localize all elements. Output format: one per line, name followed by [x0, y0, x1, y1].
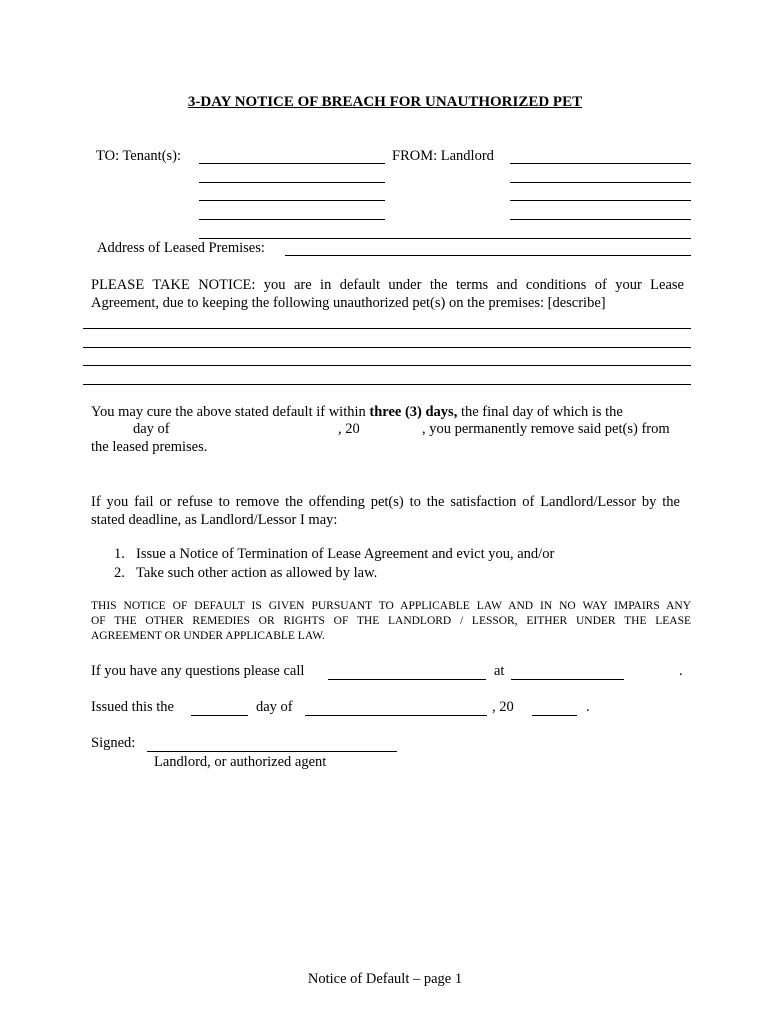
landlord-name-line-4[interactable] [510, 219, 691, 220]
cure-three-days: three (3) days, [369, 404, 458, 420]
to-tenants-label: TO: Tenant(s): [96, 148, 182, 164]
document-title: 3-DAY NOTICE OF BREACH FOR UNAUTHORIZED PET [187, 94, 583, 110]
pet-description-line-4[interactable] [83, 384, 691, 385]
issued-year-prefix: , 20 [492, 699, 514, 715]
from-landlord-label: FROM: Landlord [392, 148, 494, 164]
option-2-text: Take such other action as allowed by law. [136, 565, 378, 581]
notice-line-1: PLEASE TAKE NOTICE: you are in default under the terms and conditions of your Lease [91, 277, 684, 293]
address-extra-line[interactable] [199, 238, 691, 239]
landlord-name-line-2[interactable] [510, 182, 691, 183]
fail-line-2: stated deadline, as Landlord/Lessor I may: [91, 512, 338, 528]
pet-description-line-2[interactable] [83, 347, 691, 348]
option-1-text: Issue a Notice of Termination of Lease Agreement and evict you, and/or [136, 546, 555, 562]
pet-description-line-3[interactable] [83, 365, 691, 366]
address-field-line[interactable] [285, 255, 691, 256]
signature-line[interactable] [147, 751, 397, 752]
fail-line-1: If you fail or refuse to remove the offending pet(s) to the satisfaction of Landlord/Lessor by the [91, 494, 680, 510]
cure-year-prefix: , 20 [338, 421, 360, 437]
issued-day-line[interactable] [191, 715, 248, 716]
phone-number-line[interactable] [511, 679, 624, 680]
questions-at: at [494, 663, 505, 679]
landlord-name-line-1[interactable] [510, 163, 691, 164]
page-footer: Notice of Default – page 1 [307, 971, 463, 987]
issued-period: . [586, 699, 590, 715]
tenant-name-line-2[interactable] [199, 182, 385, 183]
tenant-name-line-1[interactable] [199, 163, 385, 164]
option-1-number: 1. [114, 546, 125, 562]
cure-after: the final day of which is the [457, 404, 623, 420]
cure-end: the leased premises. [91, 439, 208, 455]
landlord-name-line-3[interactable] [510, 200, 691, 201]
notice-line-2: Agreement, due to keeping the following unauthorized pet(s) on the premises: [describe] [91, 295, 606, 311]
option-2-number: 2. [114, 565, 125, 581]
signature-caption: Landlord, or authorized agent [154, 754, 327, 770]
questions-period: . [679, 663, 683, 679]
cure-intro: You may cure the above stated default if within [91, 404, 370, 420]
issued-day-of: day of [256, 699, 293, 715]
caps-line-3: AGREEMENT OR UNDER APPLICABLE LAW. [91, 630, 325, 642]
phone-name-line[interactable] [328, 679, 486, 680]
tenant-name-line-3[interactable] [199, 200, 385, 201]
cure-line-1 [91, 403, 623, 421]
questions-label: If you have any questions please call [91, 663, 305, 679]
issued-year-line[interactable] [532, 715, 577, 716]
caps-line-1: THIS NOTICE OF DEFAULT IS GIVEN PURSUANT TO APPLICABLE LAW AND IN NO WAY IMPAIRS ANY [91, 600, 691, 612]
issued-label: Issued this the [91, 699, 174, 715]
cure-day-of: day of [133, 421, 170, 437]
signed-label: Signed: [91, 735, 136, 751]
issued-month-line[interactable] [305, 715, 487, 716]
address-label: Address of Leased Premises: [97, 240, 265, 256]
pet-description-line-1[interactable] [83, 328, 691, 329]
caps-line-2: OF THE OTHER REMEDIES OR RIGHTS OF THE LANDLORD / LESSOR, EITHER UNDER THE LEASE [91, 615, 691, 627]
cure-remove-text: , you permanently remove said pet(s) from [422, 421, 670, 437]
tenant-name-line-4[interactable] [199, 219, 385, 220]
